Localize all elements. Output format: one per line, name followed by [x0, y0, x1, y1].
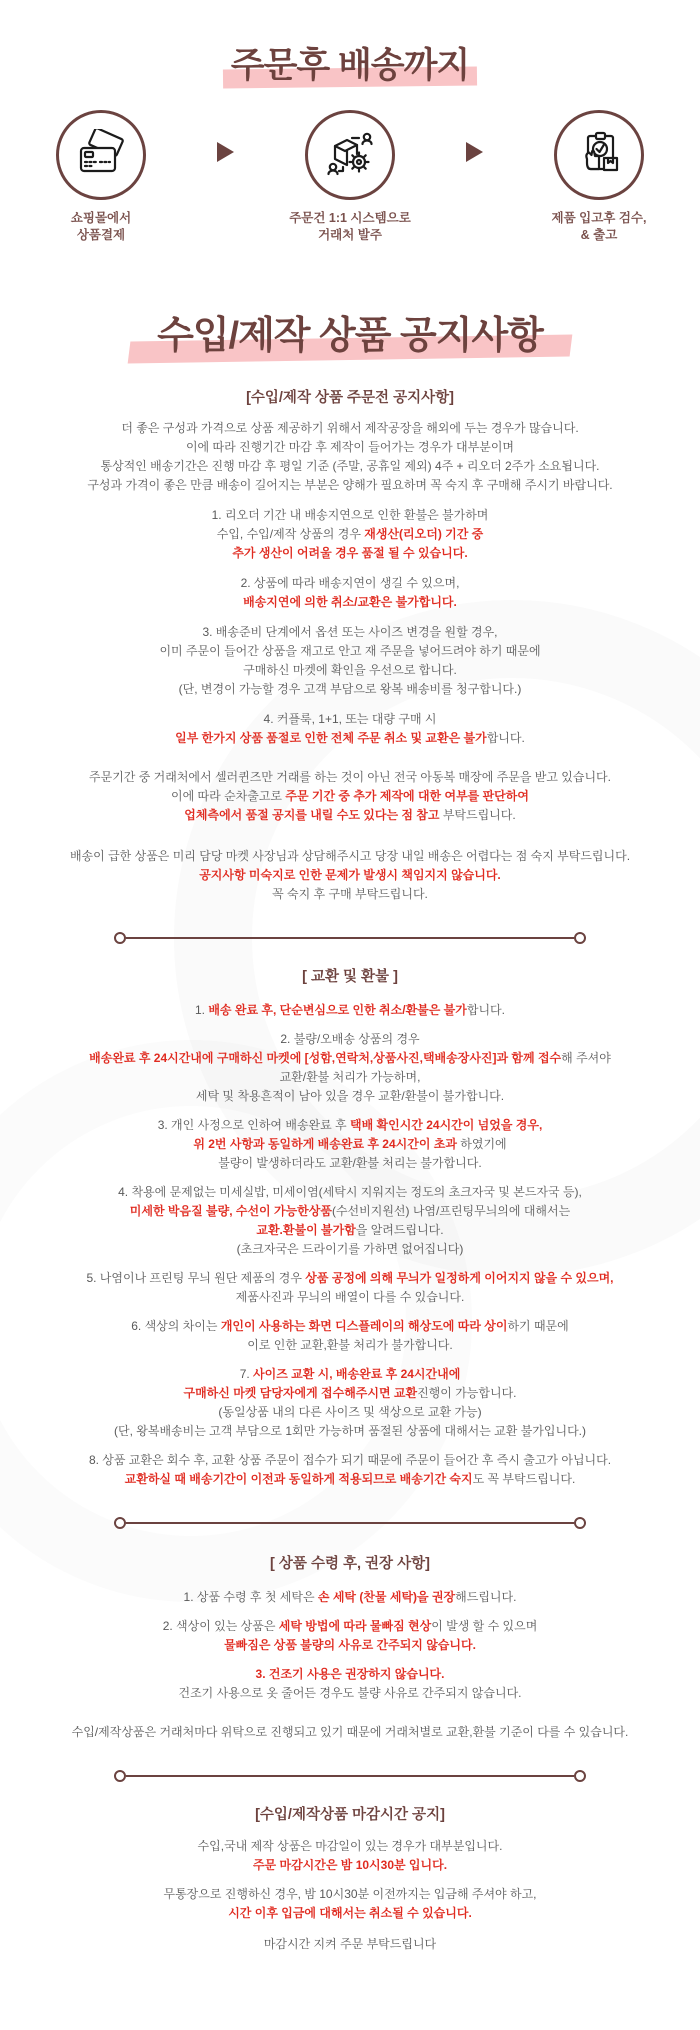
notice-paragraph [0, 1617, 700, 1655]
text-line [0, 1317, 700, 1336]
emphasis-text: 교환하실 때 배송기간이 이전과 동일하게 적용되므로 배송기간 숙지 [124, 1472, 473, 1486]
text-line [0, 1336, 700, 1355]
notice-paragraph [0, 768, 700, 825]
flow-step-label [71, 210, 131, 244]
text-line [0, 710, 700, 729]
text-line [0, 1665, 700, 1684]
notice-paragraph [0, 1588, 700, 1607]
text-line [0, 1904, 700, 1923]
emphasis-text: 개인이 사용하는 화면 디스플레이의 해상도에 따라 상이 [220, 1319, 508, 1333]
flow-step-circle [554, 110, 644, 200]
text-line [0, 1856, 700, 1875]
notice-paragraph [0, 1001, 700, 1020]
body-text: 이 발생 할 수 있으며 [431, 1619, 538, 1633]
flow-step [513, 110, 685, 244]
notice-title-row [0, 244, 700, 362]
emphasis-text: 미세한 박음질 불량, 수선이 가능한상품 [129, 1204, 332, 1218]
body-text: 건조기 사용으로 옷 줄어든 경우도 불량 사유로 간주되지 않습니다. [178, 1686, 522, 1700]
emphasis-text: 상품 공정에 의해 무늬가 일정하게 이어지지 않을 수 있으며, [305, 1271, 614, 1285]
notice-paragraph [0, 1451, 700, 1489]
body-text: 3. 개인 사정으로 인하여 배송완료 후 [157, 1118, 350, 1132]
body-text: 통상적인 배송기간은 진행 마감 후 평일 기준 (주말, 공휴일 제외) 4주 + 리오더 2주가 소요됩니다. [100, 459, 600, 473]
flow-step-label-line: 거래처 발주 [318, 228, 382, 242]
emphasis-text: 일부 한가지 상품 품절로 인한 전체 주문 취소 및 교환은 불가 [175, 731, 487, 745]
text-line [0, 476, 700, 495]
notice-paragraph [0, 710, 700, 748]
page-title-text: 주문후 배송까지 [230, 46, 470, 85]
text-line [0, 1723, 700, 1742]
text-line [0, 1837, 700, 1856]
emphasis-text: 주문 마감시간은 밤 10시30분 입니다. [252, 1858, 448, 1872]
notice-paragraph [0, 1935, 700, 1954]
flow-step-label [289, 210, 411, 244]
section-divider [114, 932, 586, 943]
section-title-text: 수입/제작 상품 공지사항 [157, 315, 543, 357]
body-text: 구성과 가격이 좋은 만큼 배송이 길어지는 부분은 양해가 필요하며 꼭 숙지 후 구매해 주시기 바랍니다. [87, 478, 613, 492]
notice-paragraph [0, 1723, 700, 1742]
notice-paragraph [0, 506, 700, 563]
flow-step-label [552, 210, 647, 244]
body-text: (초크자국은 드라이기를 가하면 없어집니다) [236, 1242, 464, 1256]
body-text: 하기 때문에 [507, 1319, 569, 1333]
flow-step-label-line: 쇼핑몰에서 [70, 211, 132, 225]
divider-line [126, 1775, 574, 1777]
emphasis-text: 업체측에서 품절 공지를 내릴 수도 있다는 점 참고 [184, 808, 443, 822]
body-text: 1. [195, 1003, 209, 1017]
text-line [0, 1403, 700, 1422]
text-line [0, 593, 700, 612]
divider-line [126, 937, 574, 939]
body-text: 2. 불량/오배송 상품의 경우 [280, 1032, 420, 1046]
emphasis-text: 추가 생산이 어려울 경우 품절 될 수 있습니다. [232, 546, 468, 560]
body-text: 5. 나염이나 프린팅 무늬 원단 제품의 경우 [86, 1271, 306, 1285]
divider-ring-icon [574, 932, 586, 944]
divider-ring-icon [114, 1770, 126, 1782]
text-line [0, 1049, 700, 1068]
text-line [0, 1030, 700, 1049]
emphasis-text: 배송지연에 의한 취소/교환은 불가합니다. [243, 595, 457, 609]
notice-paragraph [0, 623, 700, 699]
emphasis-text: 위 2번 사항과 동일하게 배송완료 후 24시간이 초과 [193, 1137, 461, 1151]
emphasis-text: 주문 기간 중 추가 제작에 대한 여부를 판단하여 [285, 789, 529, 803]
body-text: 3. 배송준비 단계에서 옵션 또는 사이즈 변경을 원할 경우, [202, 625, 498, 639]
body-text: 제품사진과 무늬의 배열이 다를 수 있습니다. [235, 1290, 465, 1304]
body-text: (수선비지원선) 나염/프린팅무늬의에 대해서는 [331, 1204, 571, 1218]
flow-step [15, 110, 187, 244]
emphasis-text: 구매하신 마켓 담당자에게 접수해주시면 교환 [183, 1386, 418, 1400]
page-title-order-to-delivery [231, 44, 469, 88]
text-line [0, 866, 700, 885]
section-heading: [수입/제작 상품 주문전 공지사항] [246, 390, 454, 406]
body-text: 배송이 급한 상품은 미리 담당 마켓 사장님과 상담해주시고 당장 내일 배송은 어렵다는 점 숙지 부탁드립니다. [69, 849, 631, 863]
divider-line [126, 1522, 574, 1524]
body-text: (동일상품 내의 다른 사이즈 및 색상으로 교환 가능) [218, 1405, 482, 1419]
body-text: 하였기에 [460, 1137, 507, 1151]
body-text: 도 꼭 부탁드립니다. [472, 1472, 576, 1486]
body-text: (단, 변경이 가능할 경우 고객 부담으로 왕복 배송비를 청구합니다.) [178, 682, 522, 696]
body-text: 을 알려드립니다. [355, 1223, 444, 1237]
notice-paragraph [0, 419, 700, 495]
notice-paragraph [0, 1030, 700, 1106]
order-system-icon [324, 129, 376, 181]
section-heading: [수입/제작상품 마감시간 공지] [255, 1807, 445, 1823]
body-text: 수입/제작상품은 거래처마다 위탁으로 진행되고 있기 때문에 거래처별로 교환,환불 기준이 다를 수 있습니다. [71, 1725, 629, 1739]
notice-paragraph [0, 1116, 700, 1173]
flow-step-circle [305, 110, 395, 200]
emphasis-text: 3. 건조기 사용은 권장하지 않습니다. [255, 1667, 445, 1681]
section-divider [114, 1517, 586, 1528]
divider-ring-icon [574, 1770, 586, 1782]
emphasis-text: 택배 확인시간 24시간이 넘었을 경우, [350, 1118, 543, 1132]
flow-arrow-icon [217, 142, 234, 167]
emphasis-text: 손 세탁 (찬물 세탁)을 권장 [317, 1590, 456, 1604]
text-line [0, 438, 700, 457]
text-line [0, 623, 700, 642]
body-text: 구매하신 마켓에 확인을 우선으로 합니다. [243, 663, 457, 677]
text-line [0, 506, 700, 525]
flow-step-label-line: 주문건 1:1 시스템으로 [289, 211, 411, 225]
notice-paragraph [0, 847, 700, 904]
body-text: 해드립니다. [455, 1590, 517, 1604]
body-text: 6. 색상의 차이는 [131, 1319, 221, 1333]
text-line [0, 1365, 700, 1384]
body-text: 8. 상품 교환은 회수 후, 교환 상품 주문이 접수가 되기 때문에 주문이 들어간 후 즉시 출고가 아닙니다. [88, 1453, 612, 1467]
divider-ring-icon [574, 1517, 586, 1529]
divider-ring-icon [114, 1517, 126, 1529]
body-text: 이미 주문이 들어간 상품을 재고로 안고 재 주문을 넣어드려야 하기 때문에 [159, 644, 541, 658]
text-line [0, 729, 700, 748]
flow-arrow-icon [466, 142, 483, 167]
emphasis-text: 물빠짐은 상품 불량의 사유로 간주되지 않습니다. [224, 1638, 476, 1652]
text-line [0, 787, 700, 806]
text-line [0, 661, 700, 680]
body-text: 이에 따라 순차출고로 [171, 789, 286, 803]
divider-ring-icon [114, 932, 126, 944]
text-line [0, 1636, 700, 1655]
text-line [0, 768, 700, 787]
text-line [0, 1087, 700, 1106]
body-text: 합니다. [486, 731, 525, 745]
body-text: 이에 따라 진행기간 마감 후 제작이 들어가는 경우가 대부분이며 [185, 440, 515, 454]
text-line [0, 1183, 700, 1202]
text-line [0, 1135, 700, 1154]
text-line [0, 1221, 700, 1240]
text-line [0, 457, 700, 476]
order-flow [0, 110, 700, 244]
text-line [0, 1154, 700, 1173]
flow-step-label-line: 상품결제 [76, 228, 126, 242]
text-line [0, 847, 700, 866]
body-text: 주문기간 중 거래처에서 셀러퀸즈만 거래를 하는 것이 아닌 전국 아동복 매장에 주문을 받고 있습니다. [89, 770, 611, 784]
text-line [0, 1470, 700, 1489]
body-text: 수입, 수입/제작 상품의 경우 [216, 527, 365, 541]
emphasis-text: 교환.환불이 불가함 [256, 1223, 356, 1237]
text-line [0, 1885, 700, 1904]
body-text: 1. 상품 수령 후 첫 세탁은 [183, 1590, 318, 1604]
text-line [0, 1240, 700, 1259]
emphasis-text: 배송완료 후 24시간내에 구매하신 마켓에 [성함,연락처,상품사진,택배송장사진]과 함께 접수 [89, 1051, 562, 1065]
notice-paragraph [0, 1365, 700, 1441]
body-text: 수입,국내 제작 상품은 마감일이 있는 경우가 대부분입니다. [197, 1839, 503, 1853]
flow-step [264, 110, 436, 244]
text-line [0, 574, 700, 593]
notice-paragraph [0, 1317, 700, 1355]
text-line [0, 1202, 700, 1221]
notice-paragraph [0, 574, 700, 612]
text-line [0, 680, 700, 699]
body-text: 7. [239, 1367, 254, 1381]
notice-paragraph [0, 1269, 700, 1307]
text-line [0, 1001, 700, 1020]
text-line [0, 1617, 700, 1636]
text-line [0, 1068, 700, 1087]
body-text: 부탁드립니다. [442, 808, 516, 822]
section-heading: [ 교환 및 환불 ] [302, 969, 398, 985]
text-line [0, 1451, 700, 1470]
emphasis-text: 공지사항 미숙지로 인한 문제가 발생시 책임지지 않습니다. [199, 868, 501, 882]
flow-step-label-line: 제품 입고후 검수, [551, 211, 647, 225]
text-line [0, 1422, 700, 1441]
notice-body [0, 388, 700, 1954]
emphasis-text: 배송 완료 후, 단순변심으로 인한 취소/환불은 불가 [208, 1003, 467, 1017]
text-line [0, 885, 700, 904]
text-line [0, 544, 700, 563]
body-text: 세탁 및 착용흔적이 남아 있을 경우 교환/환불이 불가합니다. [195, 1089, 505, 1103]
body-text: 교환/환불 처리가 가능하며, [279, 1070, 421, 1084]
notice-paragraph [0, 1885, 700, 1923]
body-text: 이로 인한 교환,환불 처리가 불가합니다. [247, 1338, 453, 1352]
text-line [0, 1588, 700, 1607]
flow-step-circle [56, 110, 146, 200]
text-line [0, 1269, 700, 1288]
notice-paragraph [0, 1837, 700, 1875]
body-text: 꼭 숙지 후 구매 부탁드립니다. [272, 887, 428, 901]
credit-card-icon [75, 129, 127, 181]
body-text: (단, 왕복배송비는 고객 부담으로 1회만 가능하며 품절된 상품에 대해서는 교환 불가입니다.) [114, 1424, 586, 1438]
emphasis-text: 사이즈 교환 시, 배송완료 후 24시간내에 [253, 1367, 461, 1381]
notice-paragraph [0, 1665, 700, 1703]
body-text: 불량이 발생하더라도 교환/환불 처리는 불가합니다. [218, 1156, 482, 1170]
body-text: 더 좋은 구성과 가격으로 상품 제공하기 위해서 제작공장을 해외에 두는 경우가 많습니다. [121, 421, 579, 435]
body-text: 2. 색상이 있는 상품은 [162, 1619, 279, 1633]
body-text: 무통장으로 진행하신 경우, 밤 10시30분 이전까지는 입금해 주셔야 하고, [163, 1887, 537, 1901]
text-line [0, 525, 700, 544]
section-title-import-notice [157, 310, 543, 362]
section-divider [114, 1770, 586, 1781]
text-line [0, 1684, 700, 1703]
text-line [0, 642, 700, 661]
body-text: 4. 커플룩, 1+1, 또는 대량 구매 시 [263, 712, 437, 726]
text-line [0, 419, 700, 438]
emphasis-text: 재생산(리오더) 기간 중 [364, 527, 484, 541]
body-text: 해 주셔야 [561, 1051, 611, 1065]
text-line [0, 1935, 700, 1954]
section-heading: [ 상품 수령 후, 권장 사항] [270, 1556, 430, 1572]
emphasis-text: 세탁 방법에 따라 물빠짐 현상 [278, 1619, 432, 1633]
body-text: 1. 리오더 기간 내 배송지연으로 인한 환불은 불가하며 [211, 508, 489, 522]
body-text: 진행이 가능합니다. [417, 1386, 517, 1400]
text-line [0, 1116, 700, 1135]
notice-paragraph [0, 1183, 700, 1259]
body-text: 합니다. [466, 1003, 505, 1017]
body-text: 마감시간 지켜 주문 부탁드립니다 [263, 1937, 437, 1951]
text-line [0, 1384, 700, 1403]
emphasis-text: 시간 이후 입금에 대해서는 취소될 수 있습니다. [228, 1906, 472, 1920]
body-text: 2. 상품에 따라 배송지연이 생길 수 있으며, [240, 576, 460, 590]
text-line [0, 806, 700, 825]
text-line [0, 1288, 700, 1307]
body-text: 4. 착용에 문제없는 미세실밥, 미세이염(세탁시 지워지는 정도의 초크자국 및 본드자국 등), [118, 1185, 582, 1199]
inspection-icon [573, 129, 625, 181]
flow-step-label-line: & 출고 [580, 228, 618, 242]
